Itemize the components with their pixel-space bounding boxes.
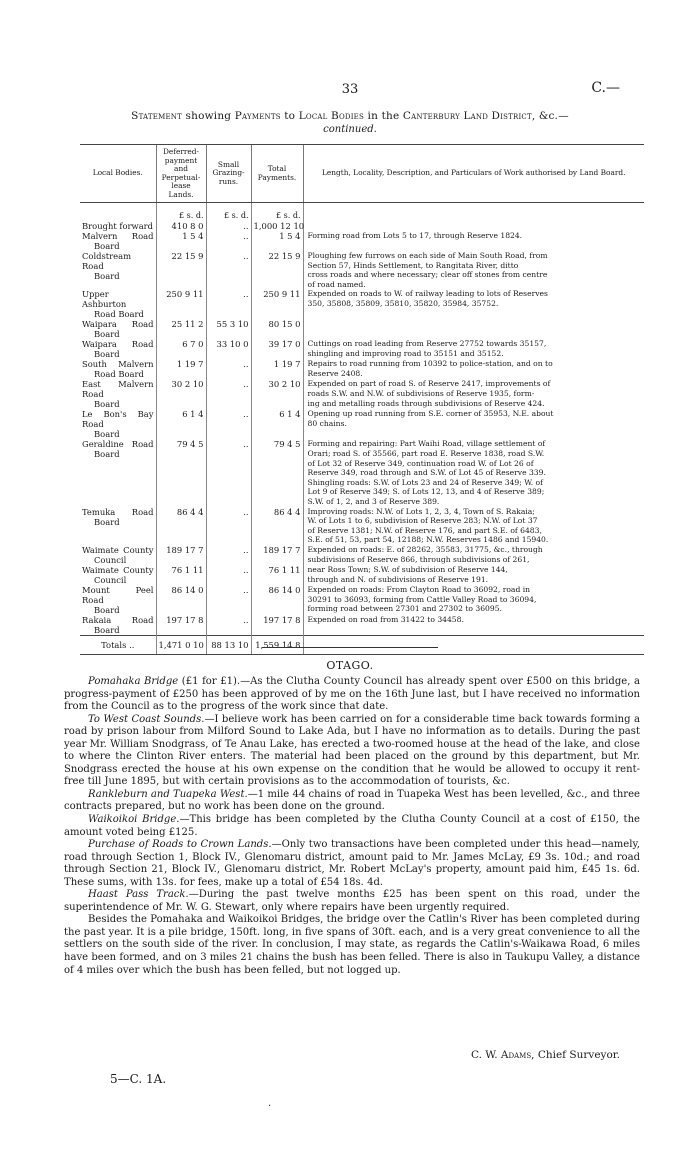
particulars-line: of Reserve 1381; N.W. of Reserve 176, and part S.E. of 6483,	[307, 525, 542, 535]
local-body-cell	[80, 231, 156, 251]
total-amount: 86 14 0	[251, 585, 303, 615]
particulars-line: Expended on roads: E. of 28262, 35583, 31775, &c., through	[307, 544, 543, 554]
paragraph-title: Purchase of Roads to Crown Lands.	[88, 839, 272, 851]
table-row	[80, 545, 644, 565]
totals-label: Totals ..	[80, 635, 156, 654]
page-number: 33	[341, 82, 359, 97]
particulars-cell	[303, 615, 644, 636]
header-total: Total Payments.	[251, 145, 303, 203]
particulars-line: S.W. of 1, 2, and 3 of Reserve 389.	[307, 496, 440, 506]
particulars-cell	[303, 221, 644, 231]
particulars-line: shingling and improving road to 35151 and 35152.	[307, 348, 504, 358]
particulars-line: subdivisions of Reserve 866, through subdivisions of 261,	[307, 554, 530, 564]
paper-reference: C.—	[591, 80, 620, 96]
deferred-amount: 6 7 0	[156, 339, 206, 359]
paragraph-text: (£1 for £1).—As the Clutha County Council has already spent over £500 on this bridge, a progress-payment of £250 has been approved of by me on the 16th June last, but I have received no information from the Council as to the progress of the work since that date.	[64, 676, 640, 713]
local-body-name: Le Bon's Bay Road	[82, 409, 154, 430]
local-body-name: Coldstream Road	[82, 251, 132, 271]
particulars-line: Cuttings on road leading from Reserve 27752 towards 35157,	[307, 339, 547, 349]
table-row	[80, 251, 644, 289]
paragraph-bridges	[64, 914, 640, 977]
particulars-line: 80 chains.	[307, 418, 347, 428]
particulars-cell	[303, 507, 644, 545]
paragraph-pomahaka	[64, 676, 640, 714]
local-body-name: Waimate County	[82, 564, 154, 575]
local-body-cell	[80, 339, 156, 359]
payments-table	[80, 144, 644, 655]
grazing-amount: ..	[206, 439, 251, 506]
deferred-amount: 189 17 7	[156, 545, 206, 565]
particulars-line: roads S.W. and N.W. of subdivisions of Reserve 1935, form-	[307, 388, 535, 398]
statement-title	[40, 110, 660, 122]
grazing-amount: ..	[206, 615, 251, 636]
units-grazing: £ s. d.	[206, 203, 251, 222]
particulars-line: ing and metalling roads through subdivisions of Reserve 424.	[307, 398, 545, 408]
particulars-line: of road named.	[307, 279, 366, 289]
units-row	[80, 203, 644, 222]
total-amount: 1 19 7	[251, 359, 303, 379]
title-part: in the	[363, 110, 403, 122]
particulars-cell	[303, 565, 644, 585]
local-body-cell	[80, 507, 156, 545]
local-body-cell	[80, 545, 156, 565]
particulars-line: of Lot 32 of Reserve 349, continuation road W. of Lot 26 of	[307, 458, 534, 468]
header-local-bodies: Local Bodies.	[80, 145, 156, 203]
table-header-row	[80, 145, 644, 203]
table-row	[80, 359, 644, 379]
deferred-amount: 6 1 4	[156, 409, 206, 439]
particulars-line: W. of Lots 1 to 6, subdivision of Reserve 283; N.W. of Lot 37	[307, 516, 538, 526]
paragraph-waikoikoi	[64, 814, 640, 839]
total-amount: 250 9 11	[251, 289, 303, 319]
table-row	[80, 565, 644, 585]
title-part: , &c.—	[531, 110, 569, 122]
particulars-line: Expended on road from 31422 to 34458.	[307, 614, 464, 624]
particulars-cell	[303, 359, 644, 379]
particulars-line: cross roads and where necessary; clear off stones from centre	[307, 270, 548, 280]
totals-particulars-blank	[303, 635, 644, 654]
local-body-board: Road Board	[94, 309, 144, 320]
particulars-line: Expended on roads to W. of railway leading to lots of Reserves	[307, 289, 548, 299]
particulars-line: Ploughing few furrows on each side of Main South Road, from	[307, 251, 548, 260]
local-body-name: Malvern Road	[82, 231, 154, 241]
deferred-amount: 250 9 11	[156, 289, 206, 319]
grazing-amount: 55 3 10	[206, 319, 251, 339]
deferred-amount: 79 4 5	[156, 439, 206, 506]
totals-total: 1,559 14 8	[251, 635, 303, 654]
paragraph-text: —I believe work has been carried on for a considerable time back towards forming a road by prison labour from Milford Sound to Lake Ada, but I have no information as to details. During the past year Mr. William Snodgrass, of Te Anau Lake, has erected a two-roomed house at the head of the lake, and close to where the Clinton River enters. The material had been placed on the ground by this department, but Mr. Snodgrass erected the house at his own expense on the condition that he would be allowed to occupy it rent-free till June 1895, but with certain provisions as to the accommodation of tourists, &c.	[64, 713, 640, 788]
local-body-cell	[80, 289, 156, 319]
local-body-board: Board	[94, 241, 120, 251]
local-body-board: Road Board	[94, 369, 144, 380]
header-grazing: Small Grazing-runs.	[206, 145, 251, 203]
particulars-line: 30291 to 36093, forming from Cattle Valley Road to 36094,	[307, 594, 537, 604]
table-row	[80, 507, 644, 545]
statement-continued: continued.	[323, 124, 377, 135]
paragraph-text: —This bridge has been completed by the Clutha County Council at a cost of £150, the amount voted being £125.	[64, 814, 640, 838]
total-amount: 1 5 4	[251, 231, 303, 251]
local-body-name: South Malvern	[82, 359, 154, 370]
totals-deferred: 1,471 0 10	[156, 635, 206, 654]
paragraph-text: —1 mile 44 chains of road in Tuapeka West has been levelled, &c., and three contracts prepared, but no work has been done on the ground.	[64, 788, 640, 813]
local-body-name: East Malvern Road	[82, 379, 154, 400]
footer-mark: .	[268, 1098, 272, 1109]
paragraph-text: —During the past twelve months £25 has been spent on this road, under the superintendence of Mr. W. G. Stewart, only where repairs have been urgently required.	[64, 889, 640, 913]
local-body-name: Mount Peel Road	[82, 584, 154, 605]
header-particulars: Length, Locality, Description, and Particulars of Work authorised by Land Board.	[303, 145, 644, 203]
grazing-amount: ..	[206, 231, 251, 251]
paragraph-purchase	[64, 839, 640, 889]
particulars-line: near Ross Town; S.W. of subdivision of Reserve 144,	[307, 564, 508, 574]
signature-name: C. W. Adams	[470, 1049, 532, 1061]
title-part: Payments	[234, 110, 281, 122]
paragraph-title: Pomahaka Bridge	[88, 676, 179, 687]
particulars-line: forming road between 27301 and 27302 to 36095.	[307, 604, 502, 614]
paragraph-title: Waikoikoi Bridge.	[88, 814, 180, 826]
deferred-amount: 86 14 0	[156, 585, 206, 615]
local-body-board: Board	[94, 399, 120, 410]
particulars-line: Reserve 2408.	[307, 368, 363, 378]
total-amount: 79 4 5	[251, 439, 303, 506]
grazing-amount: ..	[206, 379, 251, 409]
header-deferred: Deferred-payment and Perpetual-lease Lands.	[156, 145, 206, 203]
table-row	[80, 339, 644, 359]
local-body-name: Waimate County	[82, 544, 154, 555]
local-body-board: Board	[94, 604, 120, 615]
paragraph-west-coast	[64, 714, 640, 789]
local-body-name: Brought forward	[82, 221, 154, 231]
particulars-line: Opening up road running from S.E. corner of 35953, N.E. about	[307, 409, 554, 419]
grazing-amount: ..	[206, 585, 251, 615]
local-body-board: Board	[94, 429, 120, 440]
particulars-line: S.E. of 51, 53, part 54, 12188; N.W. Reserves 1486 and 15940.	[307, 535, 549, 545]
grazing-amount: ..	[206, 507, 251, 545]
title-part: Statement	[131, 110, 182, 122]
particulars-line: Forming and repairing: Part Waihi Road, village settlement of	[307, 439, 546, 449]
particulars-line: Shingling roads: S.W. of Lots 23 and 24 of Reserve 349; W. of	[307, 477, 543, 487]
table-row	[80, 585, 644, 615]
signature-title: , Chief Surveyor.	[531, 1049, 620, 1061]
table-row	[80, 289, 644, 319]
deferred-amount: 1 5 4	[156, 231, 206, 251]
paragraph-text: Besides the Pomahaka and Waikoikoi Bridges, the bridge over the Catlin's River has been completed during the past year. It is a pile bridge, 150ft. long, in five spans of 30ft. each, and is a very great convenience to all the settlers on the south side of the river. In conclusion, I may state, as regards the Catlin's-Waikawa Road, 6 miles have been formed, and on 3 miles 21 chains the bush has been felled. There is also in Taukupu Valley, a distance of 4 miles over which the bush has been felled, but not logged up.	[64, 914, 640, 976]
total-amount: 22 15 9	[251, 251, 303, 289]
particulars-line: 350, 35808, 35809, 35810, 35820, 35984, 35752.	[307, 298, 499, 308]
particulars-line: Orari; road S. of 35566, part road E. Reserve 1838, road S.W.	[307, 448, 545, 458]
particulars-line: Repairs to road running from 10392 to police-station, and on to	[307, 359, 553, 369]
particulars-cell	[303, 409, 644, 439]
local-body-board: Board	[94, 271, 120, 281]
total-amount: 1,000 12 10	[251, 221, 303, 231]
particulars-cell	[303, 439, 644, 506]
local-body-name: Waipara Road	[82, 339, 154, 350]
paragraph-title: Rankleburn and Tuapeka West.	[88, 788, 248, 800]
particulars-line: Expended on part of road S. of Reserve 2417, improvements of	[307, 379, 551, 389]
local-body-name: Upper Ashburton	[82, 289, 127, 310]
units-blank	[80, 203, 156, 222]
total-amount: 6 1 4	[251, 409, 303, 439]
deferred-amount: 86 4 4	[156, 507, 206, 545]
particulars-cell	[303, 545, 644, 565]
deferred-amount: 197 17 8	[156, 615, 206, 636]
grazing-amount: ..	[206, 409, 251, 439]
local-body-name: Temuka Road	[82, 506, 154, 517]
deferred-amount: 76 1 11	[156, 565, 206, 585]
table-row	[80, 439, 644, 506]
total-amount: 76 1 11	[251, 565, 303, 585]
deferred-amount: 30 2 10	[156, 379, 206, 409]
table-row	[80, 221, 644, 231]
particulars-line: Improving roads: N.W. of Lots 1, 2, 3, 4, Town of S. Rakaia;	[307, 506, 535, 516]
particulars-line: Expended on roads: From Clayton Road to 36092, road in	[307, 584, 531, 594]
local-body-board: Board	[94, 349, 120, 360]
local-body-name: Waipara Road	[82, 319, 154, 330]
total-amount: 39 17 0	[251, 339, 303, 359]
section-divider	[262, 647, 438, 648]
local-body-board: Board	[94, 624, 120, 635]
title-part: showing	[181, 110, 235, 122]
otago-report	[64, 676, 640, 977]
table-row	[80, 319, 644, 339]
local-body-name: Geraldine Road	[82, 439, 154, 450]
local-body-cell	[80, 439, 156, 506]
particulars-cell	[303, 251, 644, 289]
particulars-line: through and N. of subdivisions of Reserve 191.	[307, 574, 489, 584]
grazing-amount: ..	[206, 359, 251, 379]
local-body-board: Council	[94, 554, 127, 565]
local-body-board: Board	[94, 516, 120, 527]
grazing-amount: 33 10 0	[206, 339, 251, 359]
particulars-line: Forming road from Lots 5 to 17, through Reserve 1824.	[307, 231, 523, 240]
local-body-cell	[80, 615, 156, 636]
table-row	[80, 231, 644, 251]
local-body-cell	[80, 221, 156, 231]
paragraph-text: —Only two transactions have been completed under this head—namely, road through Section 1, Block IV., Glenomaru district, amount paid to Mr. James McLay, £9 3s. 10d.; and road through Section 21, Block IV., Glenomaru district, Mr. Robert McLay's property, amount paid him, £45 1s. 6d. These sums, with 13s. for fees, make up a total of £54 18s. 4d.	[64, 839, 640, 888]
units-particulars-blank	[303, 203, 644, 222]
total-amount: 86 4 4	[251, 507, 303, 545]
particulars-line: Section 57, Hinds Settlement, to Rangitata River, ditto	[307, 260, 519, 270]
local-body-cell	[80, 409, 156, 439]
table-row	[80, 379, 644, 409]
particulars-cell	[303, 339, 644, 359]
table-row	[80, 409, 644, 439]
paragraph-title: Haast Pass Track.	[88, 889, 189, 901]
grazing-amount: ..	[206, 251, 251, 289]
particulars-cell	[303, 585, 644, 615]
deferred-amount: 1 19 7	[156, 359, 206, 379]
totals-grazing: 88 13 10	[206, 635, 251, 654]
otago-heading: OTAGO.	[326, 659, 374, 672]
local-body-cell	[80, 251, 156, 289]
total-amount: 30 2 10	[251, 379, 303, 409]
deferred-amount: 410 8 0	[156, 221, 206, 231]
total-amount: 189 17 7	[251, 545, 303, 565]
particulars-cell	[303, 319, 644, 339]
paragraph-haast	[64, 889, 640, 914]
grazing-amount: ..	[206, 545, 251, 565]
totals-row	[80, 635, 644, 654]
paragraph-title: To West Coast Sounds.	[88, 713, 205, 725]
local-body-cell	[80, 585, 156, 615]
title-part: Canterbury Land District	[402, 110, 532, 122]
local-body-board: Board	[94, 449, 120, 460]
local-body-board: Board	[94, 329, 120, 340]
local-body-name: Rakaia Road	[82, 614, 154, 625]
local-body-cell	[80, 565, 156, 585]
particulars-line: Lot 9 of Reserve 349; S. of Lots 12, 13, and 4 of Reserve 389;	[307, 487, 545, 497]
title-part: to	[280, 110, 299, 122]
paragraph-rankleburn	[64, 789, 640, 814]
table-row	[80, 615, 644, 636]
deferred-amount: 25 11 2	[156, 319, 206, 339]
particulars-cell	[303, 379, 644, 409]
particulars-cell	[303, 289, 644, 319]
units-total: £ s. d.	[251, 203, 303, 222]
grazing-amount: ..	[206, 221, 251, 231]
units-deferred: £ s. d.	[156, 203, 206, 222]
local-body-cell	[80, 319, 156, 339]
local-body-cell	[80, 359, 156, 379]
deferred-amount: 22 15 9	[156, 251, 206, 289]
grazing-amount: ..	[206, 565, 251, 585]
particulars-line: Reserve 349, road through and S.W. of Lot 45 of Reserve 339.	[307, 468, 546, 478]
total-amount: 80 15 0	[251, 319, 303, 339]
particulars-cell	[303, 231, 644, 251]
total-amount: 197 17 8	[251, 615, 303, 636]
title-part: Local Bodies	[298, 110, 364, 122]
local-body-board: Council	[94, 574, 127, 585]
footer-reference: 5—C. 1A.	[110, 1072, 167, 1086]
grazing-amount: ..	[206, 289, 251, 319]
signature	[471, 1049, 620, 1061]
local-body-cell	[80, 379, 156, 409]
